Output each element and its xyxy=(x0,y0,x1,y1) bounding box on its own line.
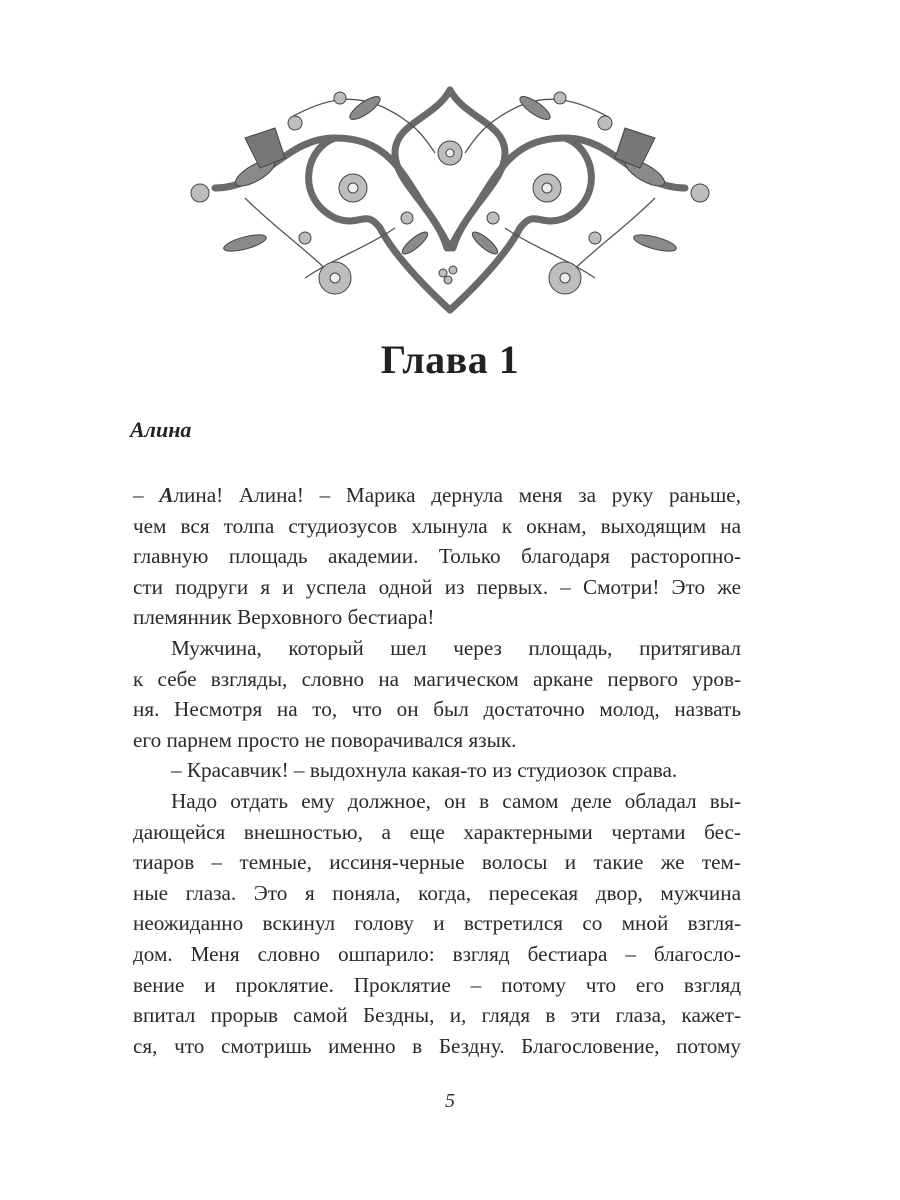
page-number: 5 xyxy=(445,1090,455,1112)
text-line: впитал прорыв самой Бездны, и, глядя в эти глаза, кажет- xyxy=(133,1003,741,1028)
text-line: дом. Меня словно ошпарило: взгляд бестиара – благосло- xyxy=(133,941,741,966)
dash: – xyxy=(133,483,160,507)
text-line: племянник Верховного бестиара! xyxy=(133,605,435,630)
dropcap: А xyxy=(159,483,174,507)
text-line: – Красавчик! – выдохнула какая-то из студиозок справа. xyxy=(171,758,678,783)
chapter-title: Глава 1 xyxy=(380,337,520,382)
text-line: сти подруги я и успела одной из первых. – Смотри! Это же xyxy=(133,574,741,599)
body-text xyxy=(133,480,741,1061)
text-line: ня. Несмотря на то, что он был достаточно молод, назвать xyxy=(133,697,741,722)
text-line: Мужчина, который шел через площадь, притягивал xyxy=(171,635,741,660)
text-line: ся, что смотришь именно в Бездну. Благословение, потому xyxy=(133,1033,741,1058)
text-line: главную площадь академии. Только благодаря расторопно- xyxy=(133,544,741,569)
text-line: Надо отдать ему должное, он в самом деле обладал вы- xyxy=(171,788,741,813)
text-line: неожиданно вскинул голову и встретился со мной взгля- xyxy=(133,911,741,936)
text-line: тиаров – темные, иссиня-черные волосы и такие же тем- xyxy=(133,850,741,875)
text-line: вение и проклятие. Проклятие – потому что его взгляд xyxy=(133,972,741,997)
text-line xyxy=(133,480,741,511)
line-rest: лина! Алина! – Марика дернула меня за руку раньше, xyxy=(173,483,741,507)
text-line: чем вся толпа студиозусов хлынула к окнам, выходящим на xyxy=(133,513,741,538)
text-line: его парнем просто не поворачивался язык. xyxy=(133,727,517,752)
pov-heading: Алина xyxy=(130,417,192,442)
floral-ornament-icon xyxy=(185,78,715,323)
text-line: ные глаза. Это я поняла, когда, пересекая двор, мужчина xyxy=(133,880,741,905)
text-line: дающейся внешностью, а еще характерными чертами бес- xyxy=(133,819,741,844)
text-line: к себе взгляды, словно на магическом аркане первого уров- xyxy=(133,666,741,691)
